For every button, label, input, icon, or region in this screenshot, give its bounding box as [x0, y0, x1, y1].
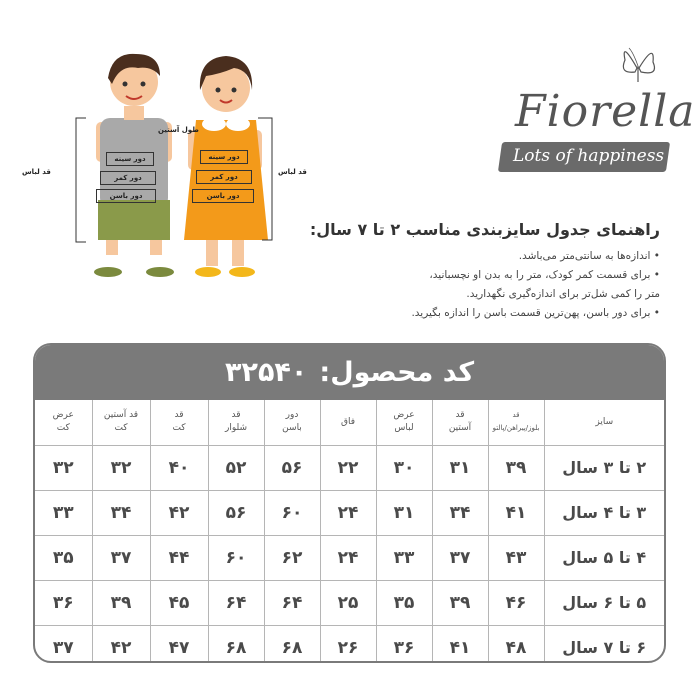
measurement-cell: ۳۲	[35, 445, 92, 490]
table-row	[35, 535, 664, 580]
guide-line: • برای قسمت کمر کودک، متر را به بدن او نچسبانید،	[429, 269, 660, 281]
measurement-cell: ۲۶	[320, 625, 376, 663]
measurement-cell: ۳۲	[92, 445, 150, 490]
measurement-cell: ۴۷	[150, 625, 208, 663]
measurement-cell: ۳۱	[376, 490, 432, 535]
column-header-text: فاق	[340, 416, 356, 427]
measurement-cell: ۵۶	[264, 445, 320, 490]
sleeve-length-label: طول آستین	[158, 126, 199, 134]
measurement-cell: ۶۰	[208, 535, 264, 580]
measurement-cell: ۶۴	[208, 580, 264, 625]
measurement-cell: ۲۲	[320, 445, 376, 490]
measurement-cell: ۳۵	[376, 580, 432, 625]
measurement-cell: ۴۸	[488, 625, 544, 663]
measurement-cell: ۳۳	[35, 490, 92, 535]
table-header-row	[35, 400, 664, 445]
measurement-cell: ۴۲	[150, 490, 208, 535]
column-header-text: عرض	[52, 410, 74, 421]
measurement-cell: ۴۵	[150, 580, 208, 625]
girl-hip-label: دور باسن	[192, 189, 254, 203]
boy-hip-label: دور باسن	[96, 189, 156, 203]
column-header-text: بلوز/پیراهن/پالتو	[492, 424, 540, 433]
column-header-text: دور	[285, 410, 299, 421]
product-code-label: کد محصول:	[319, 357, 475, 388]
measurement-cell: ۵۶	[208, 490, 264, 535]
column-header	[320, 400, 376, 445]
guide-title: راهنمای جدول سایزبندی مناسب ۲ تا ۷ سال:	[309, 220, 660, 239]
measurement-cell: ۴۱	[432, 625, 488, 663]
table-row	[35, 625, 664, 663]
size-cell: ۶ تا ۷ سال	[544, 625, 664, 663]
dress-length-label-left: قد لباس	[22, 168, 51, 176]
column-header	[432, 400, 488, 445]
measurement-cell: ۶۸	[208, 625, 264, 663]
measurement-cell: ۳۶	[376, 625, 432, 663]
dress-length-label-right: قد لباس	[278, 168, 307, 176]
measurement-cell: ۶۰	[264, 490, 320, 535]
measurement-cell: ۳۴	[432, 490, 488, 535]
column-header	[264, 400, 320, 445]
column-header-text: باسن	[282, 423, 302, 434]
column-header-text: قد	[174, 410, 184, 421]
measurement-cell: ۳۷	[432, 535, 488, 580]
measurement-cell: ۶۸	[264, 625, 320, 663]
column-header	[544, 400, 664, 445]
column-header	[35, 400, 92, 445]
column-header	[208, 400, 264, 445]
product-code-value: ۳۲۵۴۰	[224, 357, 308, 388]
brand-name: Fiorella	[515, 86, 696, 137]
measurement-cell: ۴۶	[488, 580, 544, 625]
girl-waist-label: دور کمر	[196, 170, 252, 184]
column-header-text: کت	[114, 423, 128, 434]
size-table-card	[33, 343, 666, 663]
measurement-cell: ۳۰	[376, 445, 432, 490]
measurement-cell: ۵۲	[208, 445, 264, 490]
column-header-text: شلوار	[224, 423, 248, 434]
measurement-cell: ۲۴	[320, 535, 376, 580]
boy-chest-label: دور سینه	[106, 152, 154, 166]
girl-figure	[184, 56, 268, 277]
column-header-text: قد	[512, 411, 520, 420]
column-header	[376, 400, 432, 445]
guide-line: • برای دور باسن، پهن‌ترین قسمت باسن را اندازه بگیرید.	[411, 307, 660, 319]
measurement-cell: ۲۴	[320, 490, 376, 535]
size-cell: ۵ تا ۶ سال	[544, 580, 664, 625]
measurement-cell: ۳۹	[432, 580, 488, 625]
guide-line: متر را کمی شل‌تر برای اندازه‌گیری نگهدارید.	[466, 288, 660, 300]
measurement-cell: ۴۱	[488, 490, 544, 535]
measurement-cell: ۴۳	[488, 535, 544, 580]
measurement-cell: ۳۹	[488, 445, 544, 490]
size-cell: ۳ تا ۴ سال	[544, 490, 664, 535]
column-header-text: قد آستین	[103, 410, 139, 421]
brand-logo	[495, 38, 696, 178]
measurement-cell: ۲۵	[320, 580, 376, 625]
measurement-cell: ۳۶	[35, 580, 92, 625]
column-header-text: سایز	[595, 416, 614, 427]
column-header-text: کت	[172, 423, 186, 434]
column-header-text: لباس	[394, 423, 414, 434]
measurement-cell: ۳۷	[92, 535, 150, 580]
table-row	[35, 445, 664, 490]
measurement-cell: ۳۳	[376, 535, 432, 580]
column-header-text: قد	[455, 410, 465, 421]
column-header-text: آستین	[448, 423, 472, 434]
column-header	[150, 400, 208, 445]
table-row	[35, 490, 664, 535]
boy-waist-label: دور کمر	[100, 171, 156, 185]
measurement-cell: ۳۱	[432, 445, 488, 490]
measurement-cell: ۳۵	[35, 535, 92, 580]
measurement-cell: ۶۴	[264, 580, 320, 625]
size-cell: ۴ تا ۵ سال	[544, 535, 664, 580]
girl-chest-label: دور سینه	[200, 150, 248, 164]
product-code-header	[35, 345, 664, 400]
column-header	[488, 400, 544, 445]
table-row	[35, 580, 664, 625]
measurement-cell: ۴۴	[150, 535, 208, 580]
butterfly-icon	[615, 38, 661, 92]
size-guide-notes	[260, 220, 660, 323]
guide-line: • اندازه‌ها به سانتی‌متر می‌باشد.	[518, 250, 660, 262]
column-header-text: کت	[56, 423, 70, 434]
column-header-text: عرض	[393, 410, 415, 421]
measurement-cell: ۴۰	[150, 445, 208, 490]
size-table	[35, 400, 664, 663]
measurement-cell: ۳۹	[92, 580, 150, 625]
measurement-cell: ۳۴	[92, 490, 150, 535]
column-header-text: قد	[231, 410, 241, 421]
measurement-cell: ۳۷	[35, 625, 92, 663]
measurement-cell: ۶۲	[264, 535, 320, 580]
column-header	[92, 400, 150, 445]
brand-tagline: Lots of happiness	[513, 146, 665, 166]
size-cell: ۲ تا ۳ سال	[544, 445, 664, 490]
measurement-cell: ۴۲	[92, 625, 150, 663]
